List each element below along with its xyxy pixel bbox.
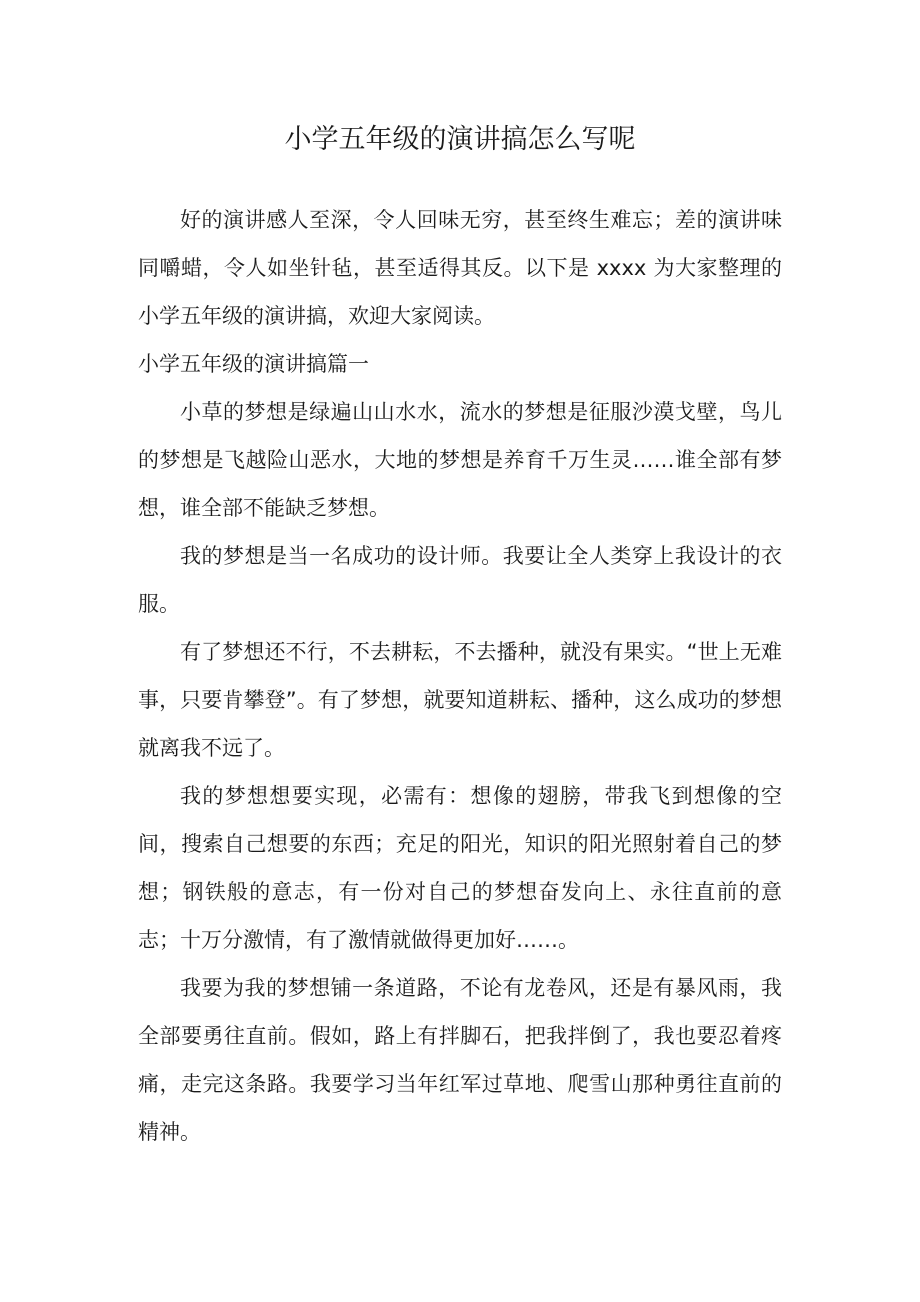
paragraph: 有了梦想还不行，不去耕耘，不去播种，就没有果实。“世上无难事，只要肯攀登”。有了梦想，就要知道耕耘、播种，这么成功的梦想就离我不远了。	[138, 640, 782, 760]
paragraph: 小草的梦想是绿遍山山水水，流水的梦想是征服沙漠戈壁，鸟儿的梦想是飞越险山恶水，大地的梦想是养育千万生灵……谁全部有梦想，谁全部不能缺乏梦想。	[138, 400, 782, 520]
document-body	[138, 196, 782, 1156]
paragraph: 我的梦想是当一名成功的设计师。我要让全人类穿上我设计的衣服。	[138, 544, 782, 616]
document-title: 小学五年级的演讲搞怎么写呢	[284, 124, 636, 155]
paragraph-intro: 好的演讲感人至深，令人回味无穷，甚至终生难忘；差的演讲味同嚼蜡，令人如坐针毡，甚至适得其反。以下是 xxxx 为大家整理的小学五年级的演讲搞，欢迎大家阅读。	[138, 208, 782, 328]
paragraph: 我要为我的梦想铺一条道路，不论有龙卷风，还是有暴风雨，我全部要勇往直前。假如，路上有拌脚石，把我拌倒了，我也要忍着疼痛，走完这条路。我要学习当年红军过草地、爬雪山那种勇往直前的精神。	[138, 976, 782, 1144]
paragraph: 我的梦想想要实现，必需有：想像的翅膀，带我飞到想像的空间，搜索自己想要的东西；充足的阳光，知识的阳光照射着自己的梦想；钢铁般的意志，有一份对自己的梦想奋发向上、永往直前的意志；十万分激情，有了激情就做得更加好……。	[138, 784, 782, 952]
section-heading: 小学五年级的演讲搞篇一	[138, 352, 369, 376]
